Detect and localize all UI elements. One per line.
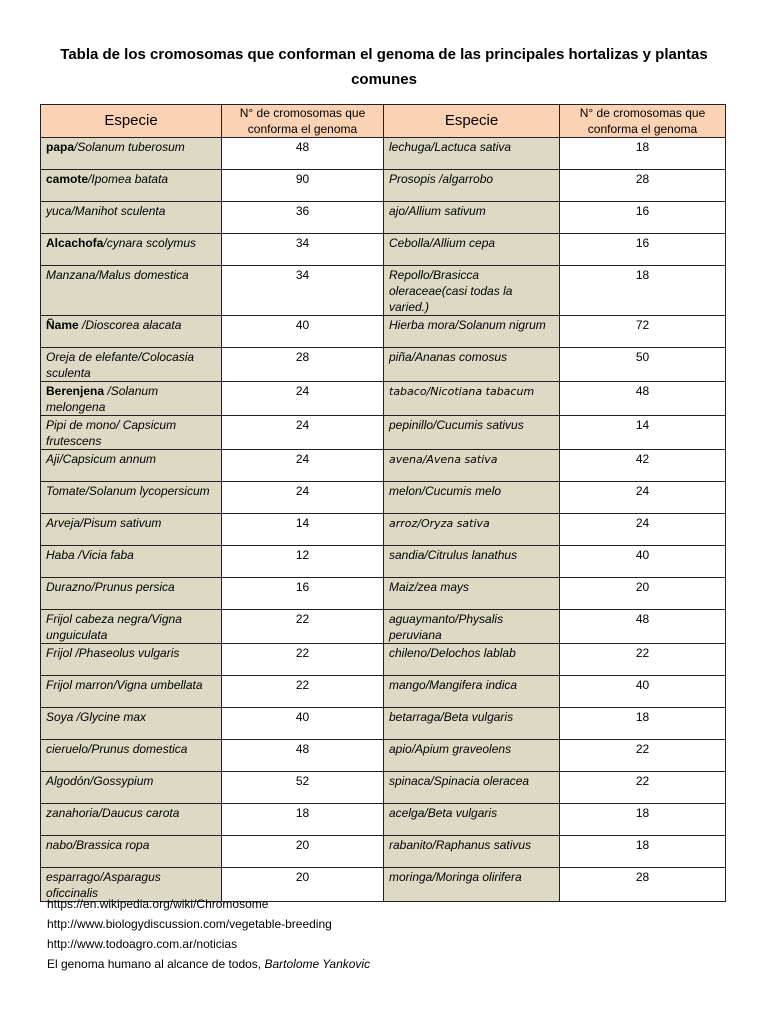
species-cell-right bbox=[384, 202, 560, 234]
species-cell-right bbox=[384, 546, 560, 578]
page-title: Tabla de los cromosomas que conforman el genoma de las principales hortalizas y plantas comunes bbox=[60, 46, 708, 88]
species-cell-right bbox=[384, 708, 560, 740]
species-scientific-name: Haba /Vicia faba bbox=[46, 548, 134, 562]
species-cell-left bbox=[41, 546, 222, 578]
header-count-right: N° de cromosomas que conforma el genoma bbox=[560, 105, 726, 138]
species-cell-left bbox=[41, 708, 222, 740]
species-scientific-name: avena/Avena sativa bbox=[389, 453, 498, 466]
species-cell-right bbox=[384, 266, 560, 316]
species-cell-left bbox=[41, 316, 222, 348]
species-cell-right bbox=[384, 644, 560, 676]
chromosome-count-cell-right: 42 bbox=[560, 450, 726, 482]
species-scientific-name: piña/Ananas comosus bbox=[389, 350, 508, 364]
chromosome-count-cell-left: 18 bbox=[222, 804, 384, 836]
species-scientific-name: cieruelo/Prunus domestica bbox=[46, 742, 188, 756]
species-scientific-name: /Dioscorea alacata bbox=[78, 318, 182, 332]
chromosome-count-cell-left: 12 bbox=[222, 546, 384, 578]
species-scientific-name: Frijol /Phaseolus vulgaris bbox=[46, 646, 180, 660]
table-row bbox=[41, 804, 726, 836]
species-scientific-name: moringa/Moringa olirifera bbox=[389, 870, 522, 884]
reference-link-wikipedia[interactable]: https://en.wikipedia.org/wiki/Chromosome bbox=[47, 897, 269, 911]
reference-book-author: Bartolome Yankovic bbox=[264, 957, 371, 971]
table-row bbox=[41, 578, 726, 610]
chromosome-count-cell-right: 18 bbox=[560, 266, 726, 316]
species-common-name: Ñame bbox=[46, 318, 79, 332]
species-cell-left bbox=[41, 676, 222, 708]
species-cell-right bbox=[384, 138, 560, 170]
species-scientific-name: Arveja/Pisum sativum bbox=[46, 516, 162, 530]
species-cell-right bbox=[384, 514, 560, 546]
species-cell-left bbox=[41, 578, 222, 610]
species-cell-right bbox=[384, 740, 560, 772]
chromosome-count-cell-left: 24 bbox=[222, 450, 384, 482]
species-scientific-name: arroz/Oryza sativa bbox=[389, 517, 490, 530]
species-cell-right bbox=[384, 676, 560, 708]
reference-link-biologydiscussion[interactable]: http://www.biologydiscussion.com/vegetable-breeding bbox=[47, 917, 332, 931]
chromosome-count-cell-left: 14 bbox=[222, 514, 384, 546]
species-scientific-name: apio/Apium graveolens bbox=[389, 742, 512, 756]
chromosome-count-cell-left: 24 bbox=[222, 382, 384, 416]
species-cell-right bbox=[384, 234, 560, 266]
chromosome-count-cell-left: 52 bbox=[222, 772, 384, 804]
species-cell-left bbox=[41, 170, 222, 202]
species-cell-right bbox=[384, 836, 560, 868]
chromosome-count-cell-left: 40 bbox=[222, 316, 384, 348]
chromosome-count-cell-right: 40 bbox=[560, 546, 726, 578]
table-row bbox=[41, 138, 726, 170]
species-scientific-name: Algodón/Gossypium bbox=[46, 774, 154, 788]
species-scientific-name: Prosopis /algarrobo bbox=[389, 172, 494, 186]
chromosome-count-cell-right: 48 bbox=[560, 610, 726, 644]
chromosome-count-cell-right: 24 bbox=[560, 514, 726, 546]
table-row bbox=[41, 676, 726, 708]
chromosome-count-cell-right: 22 bbox=[560, 772, 726, 804]
species-scientific-name: pepinillo/Cucumis sativus bbox=[389, 418, 524, 432]
species-cell-left bbox=[41, 266, 222, 316]
species-scientific-name: aguaymanto/Physalis peruviana bbox=[389, 612, 504, 642]
chromosome-count-cell-right: 20 bbox=[560, 578, 726, 610]
species-scientific-name: Soya /Glycine max bbox=[46, 710, 147, 724]
species-scientific-name: yuca/Manihot sculenta bbox=[46, 204, 166, 218]
species-scientific-name: /Solanum tuberosum bbox=[74, 140, 185, 154]
chromosome-count-cell-right: 18 bbox=[560, 138, 726, 170]
species-scientific-name: Tomate/Solanum lycopersicum bbox=[46, 484, 210, 498]
table-row bbox=[41, 772, 726, 804]
chromosome-count-cell-left: 40 bbox=[222, 708, 384, 740]
table-row bbox=[41, 836, 726, 868]
chromosome-count-cell-left: 22 bbox=[222, 676, 384, 708]
chromosome-count-cell-right: 18 bbox=[560, 708, 726, 740]
table-row bbox=[41, 234, 726, 266]
species-scientific-name: esparrago/Asparagus oficcinalis bbox=[46, 870, 161, 900]
species-scientific-name: /cynara scolymus bbox=[103, 236, 197, 250]
species-cell-right bbox=[384, 610, 560, 644]
species-cell-right bbox=[384, 348, 560, 382]
table-row bbox=[41, 170, 726, 202]
references bbox=[47, 894, 727, 974]
species-scientific-name: Maiz/zea mays bbox=[389, 580, 470, 594]
species-cell-left bbox=[41, 202, 222, 234]
species-common-name: Alcachofa bbox=[46, 236, 104, 250]
header-species-right: Especie bbox=[384, 105, 560, 138]
species-cell-left bbox=[41, 450, 222, 482]
reference-book-title: El genoma humano al alcance de todos, bbox=[47, 957, 265, 971]
species-scientific-name: sandia/Citrulus lanathus bbox=[389, 548, 518, 562]
chromosome-count-cell-right: 16 bbox=[560, 202, 726, 234]
table-row bbox=[41, 450, 726, 482]
chromosome-count-cell-right: 16 bbox=[560, 234, 726, 266]
species-scientific-name: chileno/Delochos lablab bbox=[389, 646, 516, 660]
chromosome-count-cell-right: 28 bbox=[560, 170, 726, 202]
chromosome-count-cell-right: 72 bbox=[560, 316, 726, 348]
species-cell-left bbox=[41, 772, 222, 804]
species-scientific-name: Frijol cabeza negra/Vigna unguiculata bbox=[46, 612, 182, 642]
table-row bbox=[41, 546, 726, 578]
chromosome-count-cell-left: 34 bbox=[222, 266, 384, 316]
species-scientific-name: Aji/Capsicum annum bbox=[46, 452, 157, 466]
chromosome-count-cell-left: 34 bbox=[222, 234, 384, 266]
species-scientific-name: Repollo/Brasicca oleraceae(casi todas la varied.) bbox=[389, 268, 513, 314]
species-scientific-name: betarraga/Beta vulgaris bbox=[389, 710, 514, 724]
species-scientific-name: Manzana/Malus domestica bbox=[46, 268, 189, 282]
chromosome-count-cell-right: 28 bbox=[560, 868, 726, 902]
species-cell-right bbox=[384, 316, 560, 348]
chromosome-count-cell-left: 24 bbox=[222, 416, 384, 450]
species-common-name: Berenjena bbox=[46, 384, 105, 398]
species-cell-left bbox=[41, 644, 222, 676]
chromosome-count-cell-left: 24 bbox=[222, 482, 384, 514]
species-cell-left bbox=[41, 482, 222, 514]
species-cell-right bbox=[384, 382, 560, 416]
chromosome-count-cell-left: 22 bbox=[222, 644, 384, 676]
species-cell-left bbox=[41, 610, 222, 644]
chromosome-count-cell-right: 50 bbox=[560, 348, 726, 382]
species-scientific-name: rabanito/Raphanus sativus bbox=[389, 838, 532, 852]
species-scientific-name: lechuga/Lactuca sativa bbox=[389, 140, 512, 154]
species-scientific-name: mango/Mangifera indica bbox=[389, 678, 518, 692]
chromosome-count-cell-left: 90 bbox=[222, 170, 384, 202]
table-row bbox=[41, 202, 726, 234]
chromosome-count-cell-left: 48 bbox=[222, 740, 384, 772]
species-scientific-name: acelga/Beta vulgaris bbox=[389, 806, 498, 820]
chromosome-count-cell-right: 22 bbox=[560, 740, 726, 772]
chromosome-count-cell-left: 36 bbox=[222, 202, 384, 234]
reference-book bbox=[47, 954, 727, 974]
table-row bbox=[41, 644, 726, 676]
table-row bbox=[41, 610, 726, 644]
species-scientific-name: Oreja de elefante/Colocasia sculenta bbox=[46, 350, 195, 380]
chromosome-count-cell-left: 48 bbox=[222, 138, 384, 170]
chromosome-count-cell-right: 14 bbox=[560, 416, 726, 450]
species-cell-right bbox=[384, 416, 560, 450]
chromosome-count-cell-right: 24 bbox=[560, 482, 726, 514]
species-scientific-name: Hierba mora/Solanum nigrum bbox=[389, 318, 546, 332]
header-count-left: N° de cromosomas que conforma el genoma bbox=[222, 105, 384, 138]
species-scientific-name: spinaca/Spinacia oleracea bbox=[389, 774, 530, 788]
chromosome-count-cell-right: 40 bbox=[560, 676, 726, 708]
table-body bbox=[41, 138, 726, 902]
species-scientific-name: Frijol marron/Vigna umbellata bbox=[46, 678, 203, 692]
species-scientific-name: /Solanum melongena bbox=[46, 384, 159, 414]
species-scientific-name: Durazno/Prunus persica bbox=[46, 580, 175, 594]
chromosome-count-cell-right: 22 bbox=[560, 644, 726, 676]
table-row bbox=[41, 740, 726, 772]
table-row bbox=[41, 708, 726, 740]
table-row bbox=[41, 514, 726, 546]
species-scientific-name: nabo/Brassica ropa bbox=[46, 838, 150, 852]
species-cell-right bbox=[384, 804, 560, 836]
species-cell-right bbox=[384, 450, 560, 482]
chromosome-count-cell-right: 48 bbox=[560, 382, 726, 416]
reference-link-todoagro[interactable]: http://www.todoagro.com.ar/noticias bbox=[47, 937, 238, 951]
species-scientific-name: melon/Cucumis melo bbox=[389, 484, 502, 498]
chromosome-table bbox=[40, 104, 726, 902]
table-row bbox=[41, 482, 726, 514]
species-cell-right bbox=[384, 170, 560, 202]
chromosome-count-cell-right: 18 bbox=[560, 804, 726, 836]
species-cell-left bbox=[41, 740, 222, 772]
species-cell-right bbox=[384, 772, 560, 804]
chromosome-count-cell-left: 20 bbox=[222, 836, 384, 868]
species-scientific-name: ajo/Allium sativum bbox=[389, 204, 486, 218]
species-cell-left bbox=[41, 514, 222, 546]
header-species-left: Especie bbox=[41, 105, 222, 138]
species-cell-left bbox=[41, 416, 222, 450]
species-scientific-name: Pipi de mono/ Capsicum frutescens bbox=[46, 418, 177, 448]
species-cell-left bbox=[41, 382, 222, 416]
species-cell-left bbox=[41, 138, 222, 170]
species-common-name: camote bbox=[46, 172, 89, 186]
table-row bbox=[41, 266, 726, 316]
table-header-row bbox=[41, 105, 726, 138]
species-cell-right bbox=[384, 482, 560, 514]
species-cell-left bbox=[41, 804, 222, 836]
species-cell-left bbox=[41, 836, 222, 868]
chromosome-count-cell-right: 18 bbox=[560, 836, 726, 868]
chromosome-count-cell-left: 20 bbox=[222, 868, 384, 902]
species-common-name: papa bbox=[46, 140, 75, 154]
species-cell-left bbox=[41, 234, 222, 266]
table-row bbox=[41, 316, 726, 348]
chromosome-count-cell-left: 22 bbox=[222, 610, 384, 644]
chromosome-count-cell-left: 16 bbox=[222, 578, 384, 610]
table-row bbox=[41, 416, 726, 450]
species-cell-left bbox=[41, 348, 222, 382]
species-scientific-name: zanahoria/Daucus carota bbox=[46, 806, 180, 820]
chromosome-count-cell-left: 28 bbox=[222, 348, 384, 382]
table-row bbox=[41, 348, 726, 382]
species-scientific-name: Cebolla/Allium cepa bbox=[389, 236, 496, 250]
species-scientific-name: /Ipomea batata bbox=[88, 172, 169, 186]
species-scientific-name: tabaco/Nicotiana tabacum bbox=[389, 385, 535, 398]
species-cell-right bbox=[384, 578, 560, 610]
table-row bbox=[41, 382, 726, 416]
